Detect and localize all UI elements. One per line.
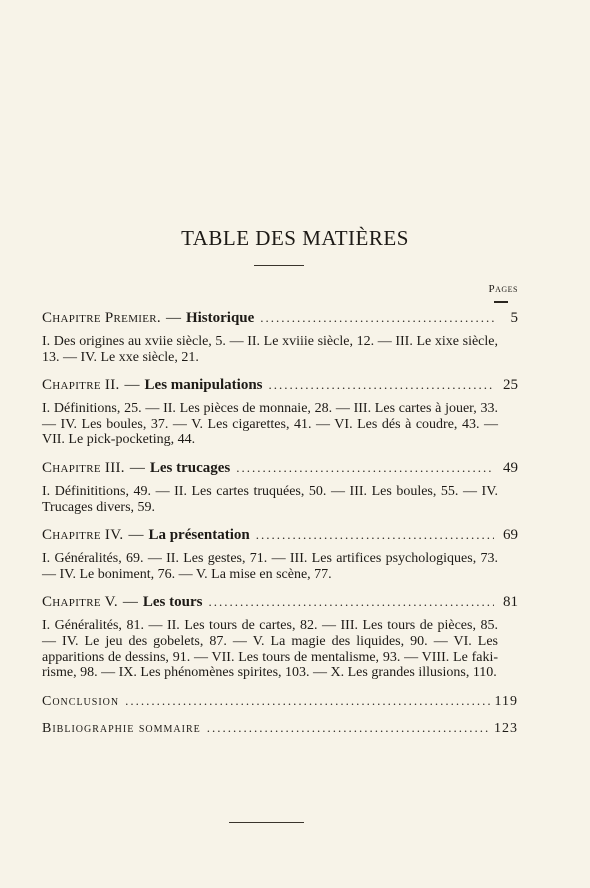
chapter-heading[interactable] bbox=[42, 525, 518, 545]
chapter-separator: — bbox=[129, 459, 145, 476]
chapter-heading[interactable] bbox=[42, 375, 518, 395]
bibliography-entry[interactable] bbox=[42, 718, 518, 739]
chapter-separator: — bbox=[128, 527, 144, 544]
leader-dots bbox=[256, 525, 494, 545]
leader-dots bbox=[269, 375, 495, 395]
conclusion-entry[interactable] bbox=[42, 691, 518, 712]
title-rule bbox=[254, 265, 304, 266]
chapter-label: Chapitre II. bbox=[42, 377, 120, 394]
chapter-entry bbox=[42, 458, 518, 515]
chapter-page-number: 69 bbox=[503, 527, 518, 544]
chapter-entry bbox=[42, 308, 518, 365]
chapter-heading[interactable] bbox=[42, 308, 518, 328]
chapter-title: Les manipulations bbox=[144, 377, 263, 394]
leader-dots bbox=[207, 718, 490, 738]
bibliography-page-number: 123 bbox=[494, 720, 518, 736]
pages-column-label: Pages bbox=[488, 283, 518, 295]
table-of-contents bbox=[42, 308, 518, 739]
chapter-heading[interactable] bbox=[42, 592, 518, 612]
chapter-page-number: 5 bbox=[510, 310, 518, 326]
chapter-separator: — bbox=[165, 310, 181, 326]
chapter-page-number: 25 bbox=[503, 377, 518, 394]
pages-dash bbox=[494, 301, 508, 303]
bottom-rule bbox=[229, 822, 304, 823]
chapter-label: Chapitre Premier. bbox=[42, 310, 161, 326]
chapter-separator: — bbox=[122, 594, 138, 611]
chapter-separator: — bbox=[124, 377, 140, 394]
leader-dots bbox=[236, 458, 494, 478]
chapter-title: Les tours bbox=[142, 594, 203, 611]
chapter-summary: I. Généralités, 81. — II. Les tours de cartes, 82. — III. Les tours de pièces, 85. — IV. Le jeu des gobelets, 87. — V. La magie des liquides, 90. — VI. Les apparitions de dessins, 91. — VII. Les tours de mentalisme, 93. — VIII. Le faki-risme, 98. — IX. Les phénomènes spirites, 103. — X. Les grandes illusions, 110. bbox=[42, 618, 498, 681]
chapter-page-number: 49 bbox=[503, 459, 518, 476]
chapter-entry bbox=[42, 525, 518, 582]
leader-dots bbox=[208, 592, 494, 612]
chapter-title: Historique bbox=[185, 310, 255, 326]
page-title: TABLE DES MATIÈRES bbox=[181, 226, 409, 250]
chapter-entry bbox=[42, 375, 518, 448]
chapter-summary: I. Définititions, 49. — II. Les cartes truquées, 50. — III. Les boules, 55. — IV. Trucages divers, 59. bbox=[42, 483, 498, 515]
conclusion-label: Conclusion bbox=[42, 693, 120, 709]
leader-dots bbox=[125, 691, 490, 711]
conclusion-page-number: 119 bbox=[494, 693, 518, 709]
leader-dots bbox=[260, 308, 494, 328]
chapter-summary: I. Généralités, 69. — II. Les gestes, 71. — III. Les artifices psychologiques, 73. — IV. Le boniment, 76. — V. La mise en scène, 77. bbox=[42, 551, 498, 582]
chapter-label: Chapitre V. bbox=[42, 594, 118, 611]
chapter-summary: I. Définitions, 25. — II. Les pièces de monnaie, 28. — III. Les cartes à jouer, 33. — IV. Les boules, 37. — V. Les cigarettes, 41. — VI. Les dés à coudre, 43. — VII. Le pick-pocketing, 44. bbox=[42, 401, 498, 448]
bibliography-label: Bibliographie sommaire bbox=[42, 720, 201, 736]
chapter-label: Chapitre III. bbox=[42, 459, 125, 476]
chapter-page-number: 81 bbox=[503, 594, 518, 611]
chapter-heading[interactable] bbox=[42, 458, 518, 478]
chapter-entry bbox=[42, 592, 518, 680]
chapter-title: Les trucages bbox=[149, 459, 231, 476]
chapter-summary: I. Des origines au xviie siècle, 5. — II. Le xviiie siècle, 12. — III. Le xixe siècle, 13. — IV. Le xxe siècle, 21. bbox=[42, 334, 498, 365]
chapter-label: Chapitre IV. bbox=[42, 527, 124, 544]
chapter-title: La présentation bbox=[148, 527, 250, 544]
